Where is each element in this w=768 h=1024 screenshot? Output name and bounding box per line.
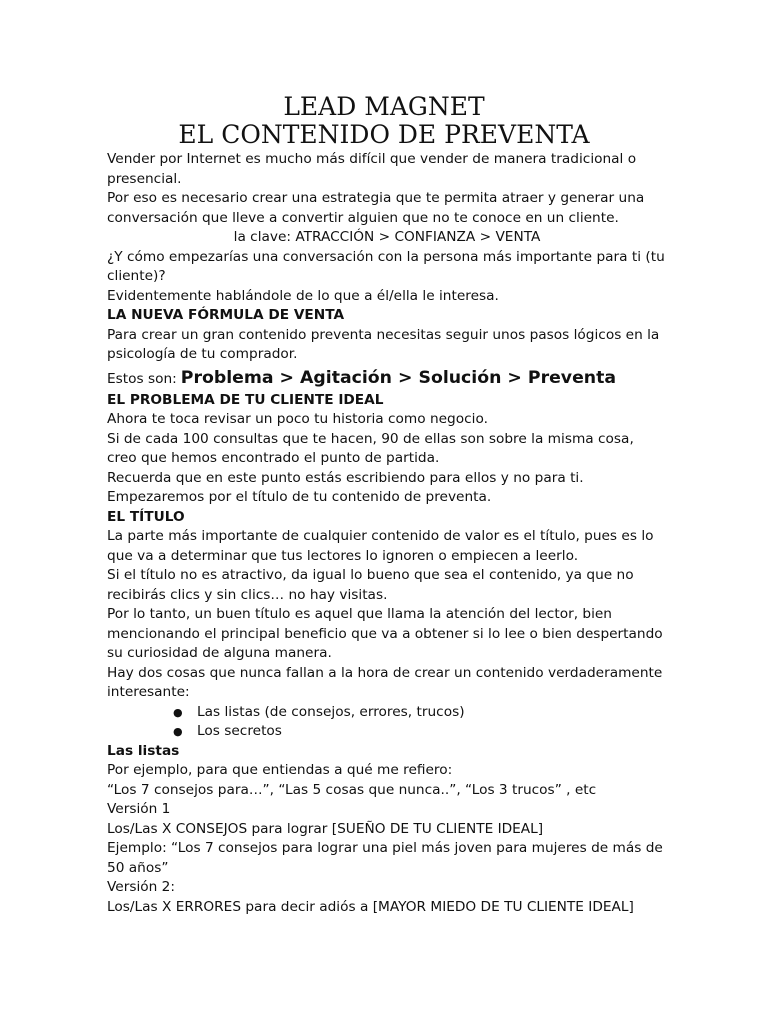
- paragraph-question: ¿Y cómo empezarías una conversación con la persona más importante para ti (tu cliente)?: [107, 248, 665, 284]
- list-item-text: Las listas (de consejos, errores, trucos): [197, 703, 465, 720]
- sales-formula: Problema > Agitación > Solución > Preventa: [180, 367, 617, 388]
- list-item-text: Los secretos: [197, 723, 282, 739]
- document-title-line-1: LEAD MAGNET: [283, 92, 485, 121]
- list-item: [107, 722, 667, 742]
- paragraph-version-1: Versión 1: [107, 801, 171, 817]
- paragraph-consultas: Si de cada 100 consultas que te hacen, 90 de ellas son sobre la misma cosa, creo que hemos encontrado el punto de partida.: [107, 430, 634, 466]
- paragraph-recuerda: Recuerda que en este punto estás escribiendo para ellos y no para ti.: [107, 469, 584, 486]
- heading-problema-cliente: EL PROBLEMA DE TU CLIENTE IDEAL: [107, 391, 384, 408]
- paragraph-version-2: Versión 2:: [107, 879, 176, 895]
- paragraph-intro: Vender por Internet es mucho más difícil que vender de manera tradicional o presencial.: [107, 151, 637, 187]
- paragraph-plantilla-errores: Los/Las X ERRORES para decir adiós a [MAYOR MIEDO DE TU CLIENTE IDEAL]: [107, 898, 634, 915]
- paragraph-pasos: Para crear un gran contenido preventa necesitas seguir unos pasos lógicos en la psicología de tu comprador.: [107, 326, 660, 362]
- paragraph-ejemplo-piel: Ejemplo: “Los 7 consejos para lograr una piel más joven para mujeres de más de 50 años”: [107, 840, 663, 876]
- bullet-icon: ●: [173, 725, 183, 738]
- heading-el-titulo: EL TÍTULO: [107, 508, 185, 525]
- paragraph-dos-cosas: Hay dos cosas que nunca fallan a la hora de crear un contenido verdaderamente interesante:: [107, 664, 663, 700]
- paragraph-por-ejemplo: Por ejemplo, para que entiendas a qué me refiero:: [107, 762, 453, 778]
- heading-las-listas: Las listas: [107, 742, 180, 759]
- paragraph-atractivo: Si el título no es atractivo, da igual lo bueno que sea el contenido, ya que no recibirás clics y sin clics… no hay visitas.: [107, 567, 634, 603]
- document-title-line-2: EL CONTENIDO DE PREVENTA: [178, 120, 590, 149]
- bullet-list: [107, 703, 667, 742]
- paragraph-plantilla-consejos: Los/Las X CONSEJOS para lograr [SUEÑO DE TU CLIENTE IDEAL]: [107, 820, 544, 837]
- heading-nueva-formula: LA NUEVA FÓRMULA DE VENTA: [107, 307, 345, 323]
- paragraph-estos-son: [107, 365, 667, 391]
- paragraph-key-formula: la clave: ATRACCIÓN > CONFIANZA > VENTA: [233, 229, 541, 245]
- paragraph-parte-importante: La parte más importante de cualquier contenido de valor es el título, pues es lo que va a determinar que tus lectores lo ignoren o empiecen a leerlo.: [107, 528, 654, 564]
- paragraph-historia: Ahora te toca revisar un poco tu historia como negocio.: [107, 411, 488, 427]
- document-body: [107, 150, 667, 917]
- paragraph-empezaremos: Empezaremos por el título de tu contenido de preventa.: [107, 489, 492, 505]
- list-item: [107, 703, 667, 723]
- estos-son-label: Estos son:: [107, 370, 177, 387]
- paragraph-ejemplos-titulos: “Los 7 consejos para…”, “Las 5 cosas que nunca..”, “Los 3 trucos” , etc: [107, 781, 597, 798]
- paragraph-strategy: Por eso es necesario crear una estrategia que te permita atraer y generar una conversación que lleve a convertir alguien que no te conoce en un cliente.: [107, 190, 645, 226]
- paragraph-answer: Evidentemente hablándole de lo que a él/ella le interesa.: [107, 287, 499, 304]
- bullet-icon: ●: [173, 705, 183, 719]
- paragraph-buen-titulo: Por lo tanto, un buen título es aquel que llama la atención del lector, bien mencionando el principal beneficio que va a obtener si lo lee o bien despertando su curiosidad de alguna manera.: [107, 606, 663, 661]
